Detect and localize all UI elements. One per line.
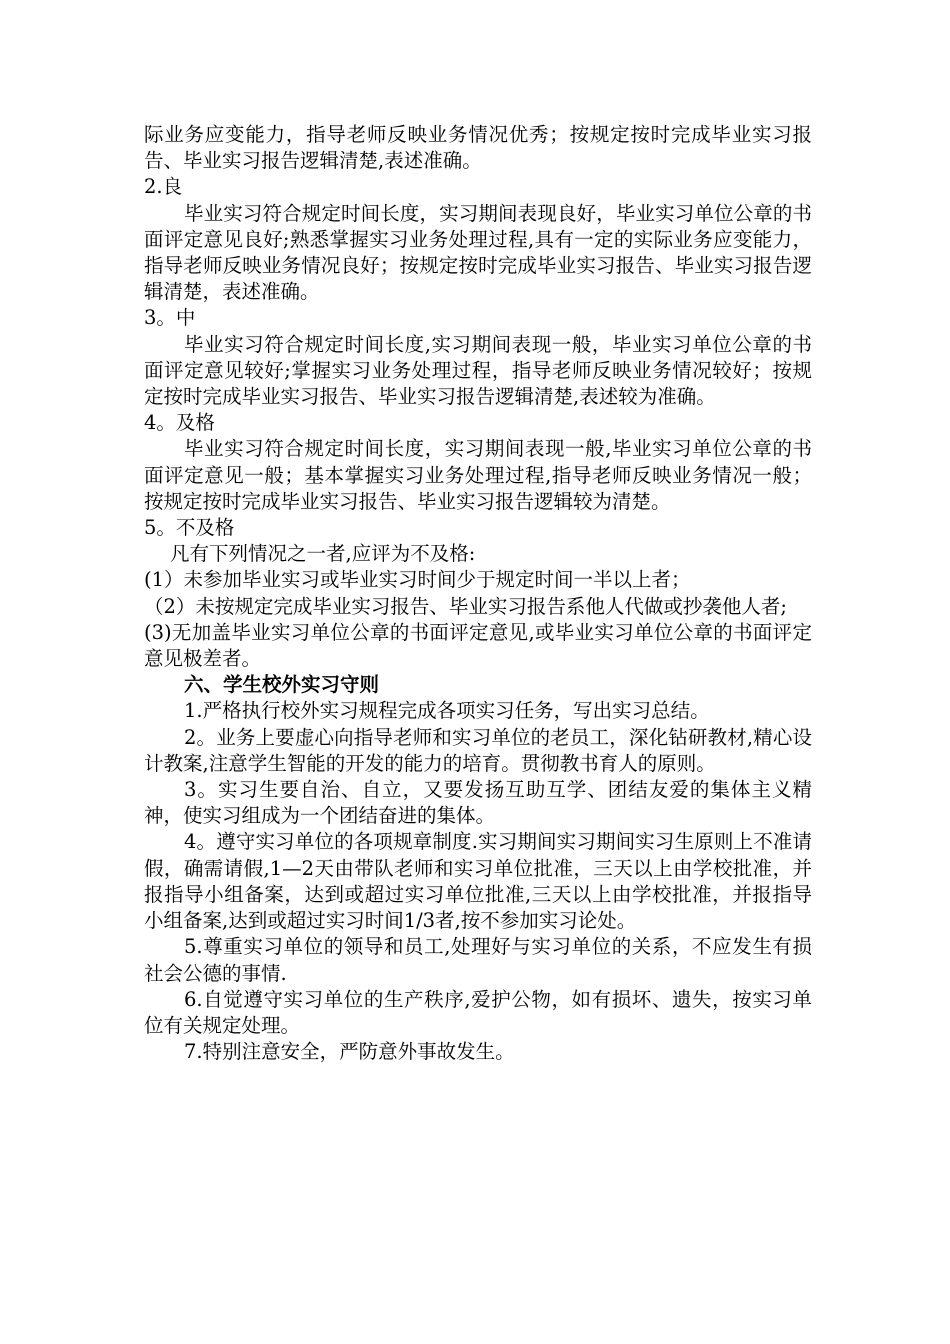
- fail-item-2: （2）未按规定完成毕业实习报告、毕业实习报告系他人代做或抄袭他人者;: [144, 594, 787, 618]
- grade-mid-text: 毕业实习符合规定时间长度,实习期间表现一般，毕业实习单位公章的书面评定意见较好;掌握实习业务处理过程，指导老师反映业务情况较好；按规定按时完成毕业实习报告、毕业实习报告逻辑清楚,表述较为准确。: [144, 332, 812, 409]
- rule-1: 1.严格执行校外实习规程完成各项实习任务，写出实习总结。: [184, 699, 710, 723]
- fail-item-3: (3)无加盖毕业实习单位公章的书面评定意见,或毕业实习单位公章的书面评定意见极差者。: [144, 620, 812, 671]
- document-page: [144, 122, 812, 1065]
- rule-2: 2。业务上要虚心向指导老师和实习单位的老员工，深化钻研教材,精心设计教案,注意学生智能的开发的能力的培育。贯彻教书育人的原则。: [144, 725, 812, 775]
- rule-3: 3。实习生要自治、自立，又要发扬互助互学、团结友爱的集体主义精神，使实习组成为一个团结奋进的集体。: [144, 778, 812, 828]
- grade-pass-text: 毕业实习符合规定时间长度，实习期间表现一般,毕业实习单位公章的书面评定意见一般；基本掌握实习业务处理过程,指导老师反映业务情况一般；按规定按时完成毕业实习报告、毕业实习报告逻辑较为清楚。: [144, 437, 812, 513]
- rule-7: 7.特别注意安全，严防意外事故发生。: [184, 1040, 515, 1064]
- grade-good-text: 毕业实习符合规定时间长度，实习期间表现良好，毕业实习单位公章的书面评定意见良好;熟悉掌握实习业务处理过程,具有一定的实际业务应变能力，指导老师反映业务情况良好；按规定按时完成毕业实习报告、毕业实习报告逻辑清楚，表述准确。: [144, 201, 812, 304]
- rule-5: 5.尊重实习单位的领导和员工,处理好与实习单位的关系，不应发生有损社会公德的事情.: [144, 935, 812, 985]
- grade-fail-label: 5。不及格: [144, 516, 235, 540]
- rule-4: 4。遵守实习单位的各项规章制度.实习期间实习期间实习生原则上不准请假，确需请假,1—2天由带队老师和实习单位批准，三天以上由学校批准，并报指导小组备案，达到或超过实习单位批准,三天以上由学校批准，并报指导小组备案,达到或超过实习时间1/3者,按不参加实习论处。: [144, 830, 812, 933]
- grade-good-label: 2.良: [144, 175, 183, 199]
- grade-mid-label: 3。中: [144, 306, 196, 330]
- grade-fail-intro: 凡有下列情况之一者,应评为不及格:: [170, 542, 476, 566]
- fail-item-1: (1）未参加毕业实习或毕业实习时间少于规定时间一半以上者；: [144, 568, 691, 592]
- rule-6: 6.自觉遵守实习单位的生产秩序,爱护公物，如有损坏、遗失，按实习单位有关规定处理。: [144, 987, 812, 1037]
- section-heading: 六、学生校外实习守则: [184, 673, 380, 697]
- paragraph-continued: 际业务应变能力，指导老师反映业务情况优秀；按规定按时完成毕业实习报告、毕业实习报告逻辑清楚,表述准确。: [144, 123, 812, 173]
- grade-pass-label: 4。及格: [144, 411, 215, 435]
